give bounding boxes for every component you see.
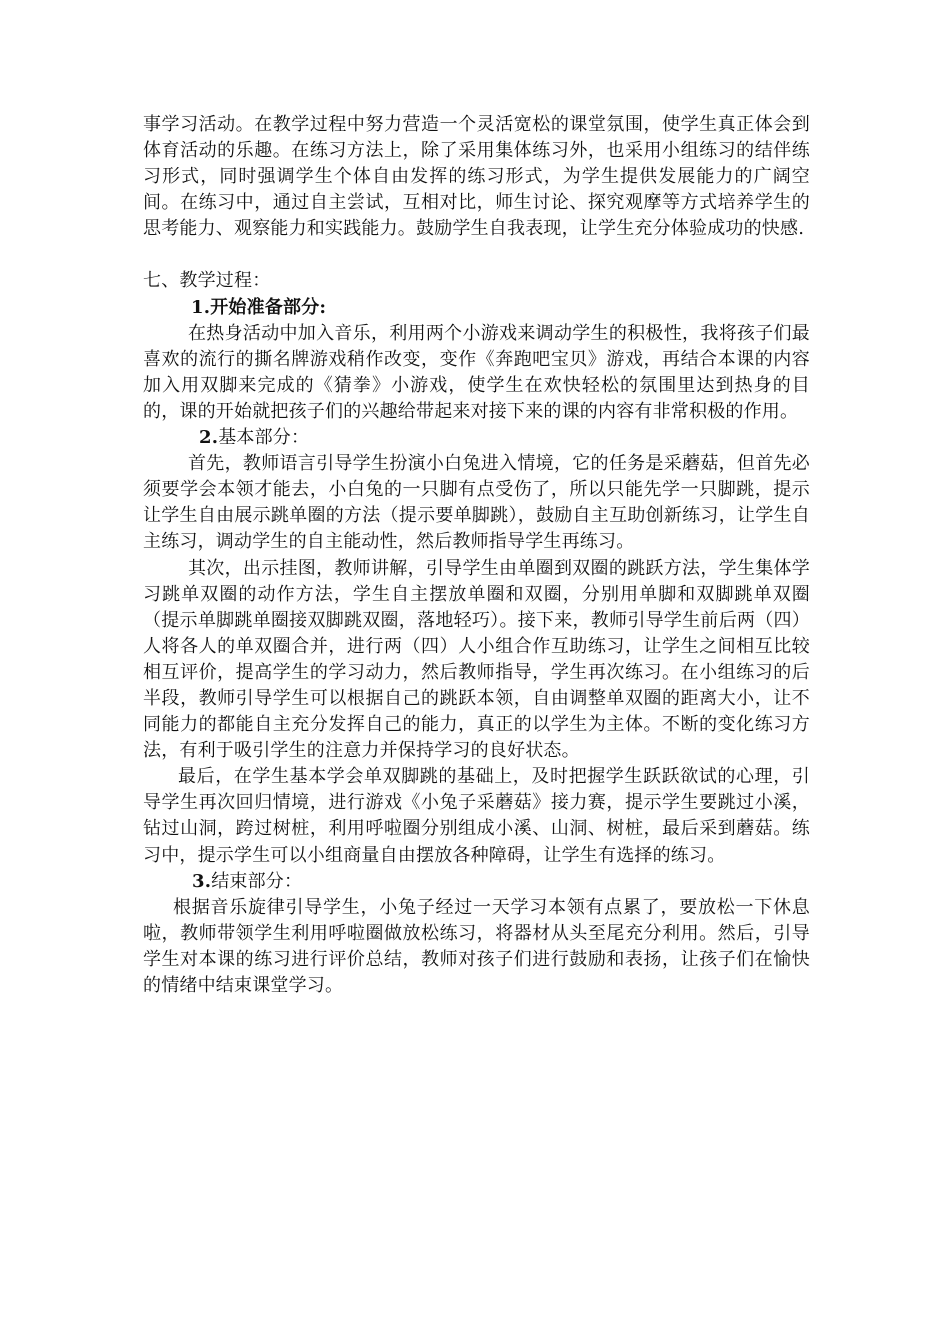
document-body [143,112,810,999]
subsection-title: 开始准备部分: [210,296,327,318]
blank-line [143,242,810,268]
subsection-heading-warmup [143,295,810,321]
paragraph-finally: 最后，在学生基本学会单双脚跳的基础上，及时把握学生跃跃欲试的心理，引导学生再次回归情境，进行游戏《小兔子采蘑菇》接力赛，提示学生要跳过小溪，钻过山洞，跨过树桩，利用呼啦圈分别组成小溪、山洞、树桩，最后采到蘑菇。练习中，提示学生可以小组商量自由摆放各种障碍，让学生有选择的练习。 [143,766,810,866]
subsection-heading-ending [143,869,810,895]
paragraph-ending: 根据音乐旋律引导学生，小兔子经过一天学习本领有点累了，要放松一下休息啦，教师带领学生利用呼啦圈做放松练习，将器材从头至尾充分利用。然后，引导学生对本课的练习进行评价总结，教师对孩子们进行鼓励和表扬，让孩子们在愉快的情绪中结束课堂学习。 [143,896,810,996]
subsection-number: 2. [199,427,219,449]
subsection-number: 1. [191,296,211,318]
subsection-number: 3. [192,870,212,892]
paragraph-intro-continued: 事学习活动。在教学过程中努力营造一个灵活宽松的课堂氛围，使学生真正体会到体育活动的乐趣。在练习方法上，除了采用集体练习外，也采用小组练习的结伴练习形式，同时强调学生个体自由发挥的练习形式，为学生提供发展能力的广阔空间。在练习中，通过自主尝试，互相对比，师生讨论、探究观摩等方式培养学生的思考能力、观察能力和实践能力。鼓励学生自我表现，让学生充分体验成功的快感. [143,114,810,240]
subsection-heading-basic [143,425,810,451]
paragraph-second: 其次，出示挂图，教师讲解，引导学生由单圈到双圈的跳跃方法，学生集体学习跳单双圈的动作方法，学生自主摆放单圈和双圈，分别用单脚和双脚跳单双圈（提示单脚跳单圈接双脚跳双圈，落地轻巧）。接下来，教师引导学生前后两（四）人将各人的单双圈合并，进行两（四）人小组合作互助练习，让学生之间相互比较相互评价，提高学生的学习动力，然后教师指导，学生再次练习。在小组练习的后半段，教师引导学生可以根据自己的跳跃本领，自由调整单双圈的距离大小，让不同能力的都能自主充分发挥自己的能力，真正的以学生为主体。不断的变化练习方法，有利于吸引学生的注意力并保持学习的良好状态。 [143,557,810,762]
paragraph-warmup: 在热身活动中加入音乐，利用两个小游戏来调动学生的积极性，我将孩子们最喜欢的流行的撕名牌游戏稍作改变，变作《奔跑吧宝贝》游戏，再结合本课的内容加入用双脚来完成的《猜拳》小游戏，使学生在欢快轻松的氛围里达到热身的目的，课的开始就把孩子们的兴趣给带起来对接下来的课的内容有非常积极的作用。 [143,322,810,422]
subsection-title: 基本部分： [218,427,310,449]
subsection-title: 结束部分： [211,870,303,892]
section-heading-teaching-process: 七、教学过程： [143,270,271,292]
paragraph-first: 首先，教师语言引导学生扮演小白兔进入情境，它的任务是采蘑菇，但首先必须要学会本领才能去，小白兔的一只脚有点受伤了，所以只能先学一只脚跳，提示让学生自由展示跳单圈的方法（提示要单脚跳），鼓励自主互助创新练习，让学生自主练习，调动学生的自主能动性，然后教师指导学生再练习。 [143,453,810,553]
